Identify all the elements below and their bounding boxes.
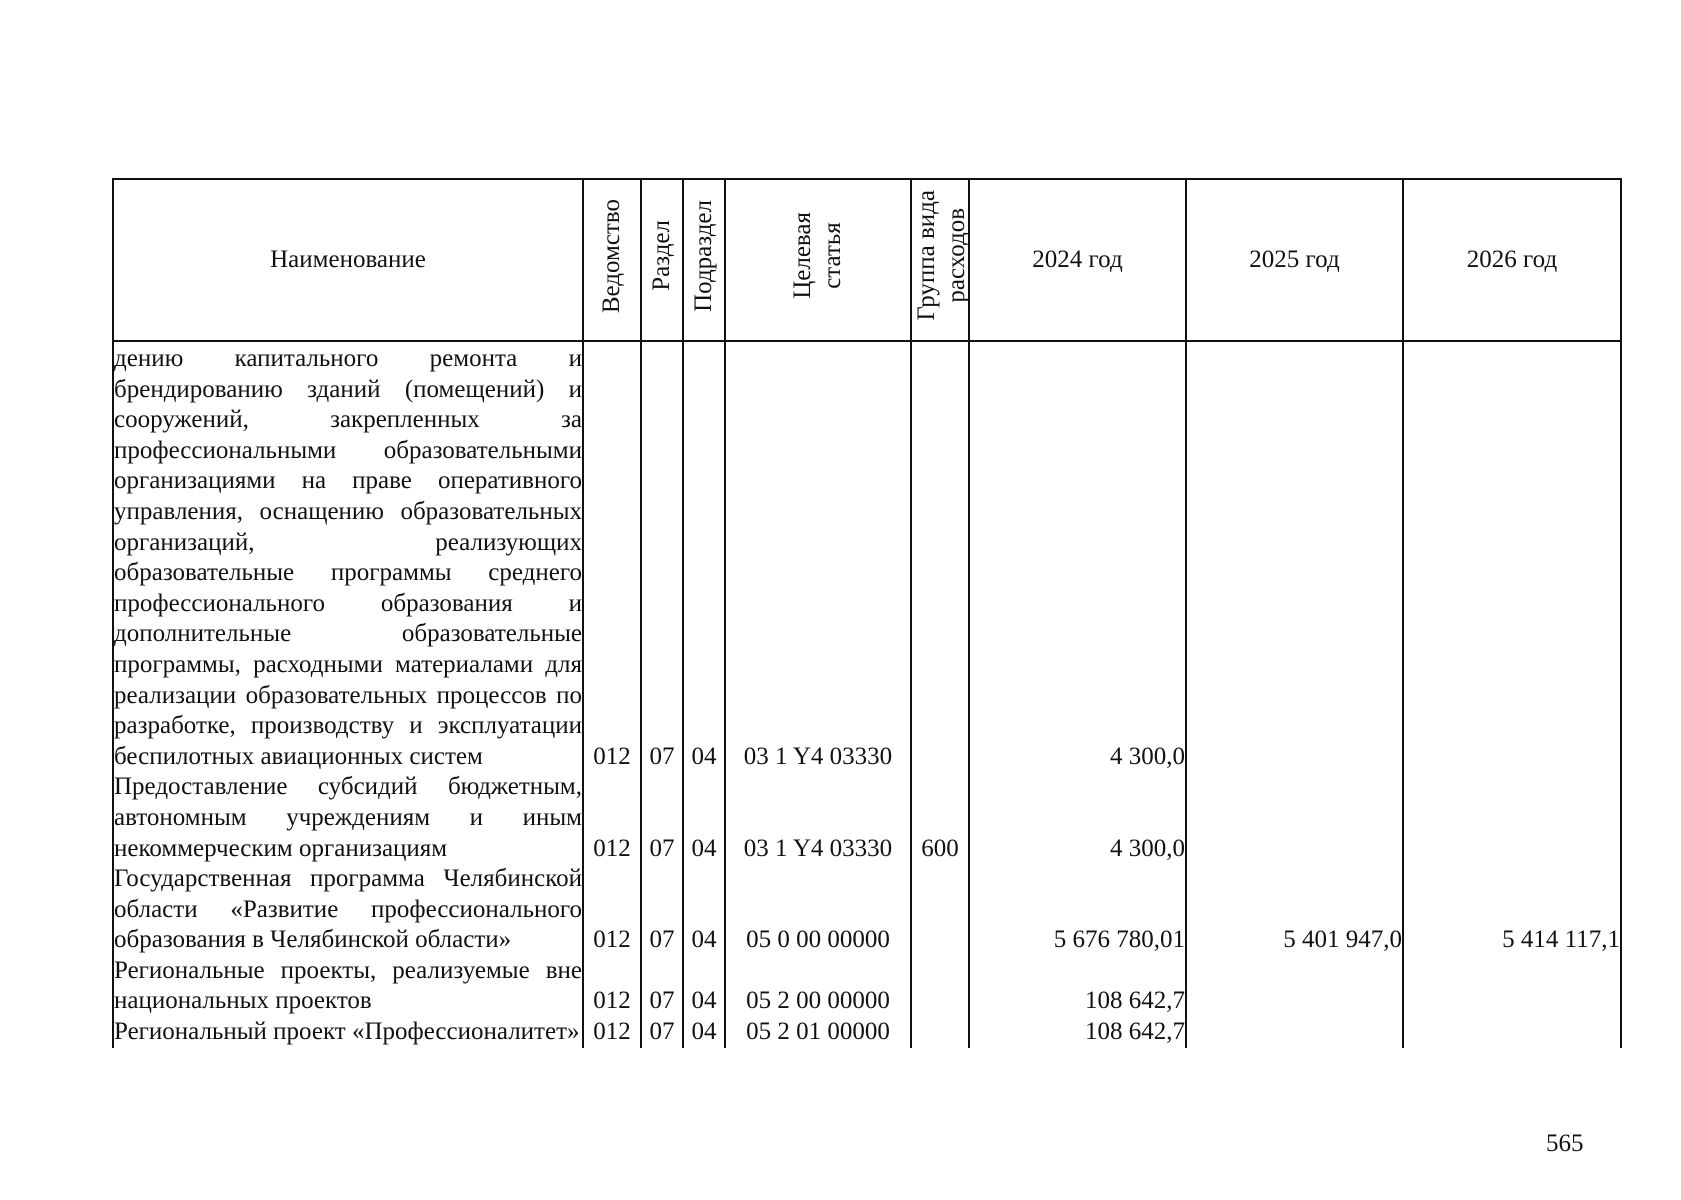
row-2025: 5 401 947,0 [1186, 864, 1403, 956]
row-2024: 4 300,0 [969, 772, 1186, 864]
row-2025 [1186, 772, 1403, 864]
table-row [113, 864, 1621, 956]
table-row [113, 1017, 1621, 1048]
row-section: 07 [641, 1017, 683, 1048]
table-header-row [113, 179, 1621, 341]
row-section: 07 [641, 772, 683, 864]
table-row [113, 956, 1621, 1017]
header-subsection: Подраздел [683, 179, 725, 341]
header-name: Наименование [113, 179, 583, 341]
header-2026: 2026 год [1403, 179, 1621, 341]
row-name: Региональные проекты, реализуемые вне национальных проектов [113, 956, 583, 1017]
row-2026 [1403, 772, 1621, 864]
row-name: Государственная программа Челябинской области «Развитие профессионального образования в Челябинской области» [113, 864, 583, 956]
row-subsection: 04 [683, 864, 725, 956]
page-number: 565 [1546, 1130, 1584, 1157]
row-subsection: 04 [683, 341, 725, 772]
row-target: 05 2 01 00000 [725, 1017, 911, 1048]
header-2024: 2024 год [969, 179, 1186, 341]
table-row [113, 341, 1621, 772]
header-target: Целевая статья [725, 179, 911, 341]
header-section: Раздел [641, 179, 683, 341]
row-dept: 012 [583, 772, 641, 864]
header-2025: 2025 год [1186, 179, 1403, 341]
row-name: Региональный проект «Профессионалитет» [113, 1017, 583, 1048]
row-target: 03 1 Y4 03330 [725, 341, 911, 772]
row-group [911, 341, 969, 772]
row-subsection: 04 [683, 772, 725, 864]
row-2025 [1186, 341, 1403, 772]
row-group [911, 864, 969, 956]
row-section: 07 [641, 341, 683, 772]
budget-table [112, 178, 1622, 1048]
row-2025 [1186, 1017, 1403, 1048]
row-section: 07 [641, 864, 683, 956]
row-2024: 5 676 780,01 [969, 864, 1186, 956]
row-dept: 012 [583, 864, 641, 956]
row-2026 [1403, 341, 1621, 772]
row-name: дению капитального ремонта и брендированию зданий (помещений) и сооружений, закрепленных за профессиональными образовательными организациями на праве оперативного управления, оснащению образовательных организаций, реализующих образовательные программы среднего профессионального образования и дополнительные образовательные программы, расходными материалами для реализации образовательных процессов по разработке, производству и эксплуатации беспилотных авиационных систем [113, 341, 583, 772]
row-2024: 108 642,7 [969, 1017, 1186, 1048]
row-2026 [1403, 956, 1621, 1017]
row-target: 03 1 Y4 03330 [725, 772, 911, 864]
row-2024: 4 300,0 [969, 341, 1186, 772]
row-dept: 012 [583, 341, 641, 772]
row-group [911, 956, 969, 1017]
row-subsection: 04 [683, 956, 725, 1017]
row-2026 [1403, 1017, 1621, 1048]
table-row [113, 772, 1621, 864]
header-group: Группа вида расходов [911, 179, 969, 341]
row-2026: 5 414 117,1 [1403, 864, 1621, 956]
row-group: 600 [911, 772, 969, 864]
row-name: Предоставление субсидий бюджетным, автономным учреждениям и иным некоммерческим организациям [113, 772, 583, 864]
row-dept: 012 [583, 956, 641, 1017]
row-dept: 012 [583, 1017, 641, 1048]
row-2025 [1186, 956, 1403, 1017]
row-group [911, 1017, 969, 1048]
row-target: 05 2 00 00000 [725, 956, 911, 1017]
row-2024: 108 642,7 [969, 956, 1186, 1017]
row-subsection: 04 [683, 1017, 725, 1048]
row-section: 07 [641, 956, 683, 1017]
header-dept: Ведомство [583, 179, 641, 341]
row-target: 05 0 00 00000 [725, 864, 911, 956]
